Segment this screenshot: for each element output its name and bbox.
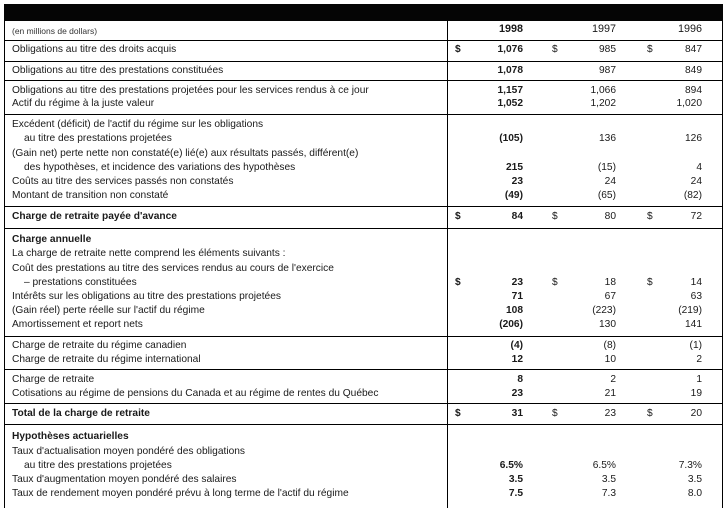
value-1998: 1,052: [497, 98, 523, 109]
row-divider: [4, 369, 723, 370]
value-1997: 3.5: [601, 474, 616, 485]
value-1998: 84: [511, 211, 523, 222]
units-label: (en millions de dollars): [12, 26, 98, 36]
row-label: Taux de rendement moyen pondéré prévu à long terme de l'actif du régime: [12, 488, 349, 499]
row-label: Obligations au titre des prestations projetées pour les services rendus à ce jour: [12, 85, 369, 96]
value-1998: 6.5%: [499, 460, 523, 471]
row-divider: [4, 424, 723, 425]
value-1998: (49): [504, 190, 523, 201]
value-1997: 67: [604, 291, 616, 302]
value-1997: 987: [599, 65, 616, 76]
row-divider: [4, 206, 723, 207]
value-1996: 141: [685, 319, 702, 330]
currency-symbol: $: [647, 277, 653, 288]
row-label: Taux d'augmentation moyen pondéré des salaires: [12, 474, 237, 485]
value-1997: 1,066: [590, 85, 616, 96]
value-1996: 847: [685, 44, 702, 55]
value-1998: 108: [506, 305, 523, 316]
row-label: Amortissement et report nets: [12, 319, 143, 330]
value-1997: 1,202: [590, 98, 616, 109]
row-label: Total de la charge de retraite: [12, 408, 150, 419]
value-1998: 23: [511, 388, 523, 399]
row-label: Intérêts sur les obligations au titre des prestations projetées: [12, 291, 281, 302]
value-1998: (4): [510, 340, 523, 351]
row-divider: [4, 40, 723, 41]
row-label: Excédent (déficit) de l'actif du régime sur les obligations: [12, 119, 264, 130]
value-1998: (206): [499, 319, 523, 330]
value-1996: 8.0: [687, 488, 702, 499]
value-1998: 23: [511, 176, 523, 187]
value-1996: 126: [685, 133, 702, 144]
currency-symbol: $: [455, 211, 461, 222]
table-right-border: [722, 21, 723, 508]
row-divider: [4, 80, 723, 81]
table-header-bar: [4, 4, 723, 21]
row-label: Charge de retraite: [12, 374, 95, 385]
value-1997: 18: [604, 277, 616, 288]
row-label: au titre des prestations projetées: [24, 460, 172, 471]
row-label: Coût des prestations au titre des services rendus au cours de l'exercice: [12, 263, 334, 274]
value-1998: 1,078: [497, 65, 523, 76]
value-1997: 10: [604, 354, 616, 365]
row-label: Obligations au titre des droits acquis: [12, 44, 177, 55]
value-1997: 130: [599, 319, 616, 330]
row-label: (Gain net) perte nette non constaté(e) lié(e) aux résultats passés, différent(e): [12, 148, 359, 159]
row-label: Obligations au titre des prestations constituées: [12, 65, 224, 76]
table-left-border: [4, 21, 5, 508]
value-1996: 849: [685, 65, 702, 76]
value-1996: 7.3%: [678, 460, 702, 471]
currency-symbol: $: [552, 211, 558, 222]
value-1997: 23: [604, 408, 616, 419]
row-divider: [4, 228, 723, 229]
row-label: Montant de transition non constaté: [12, 190, 169, 201]
currency-symbol: $: [455, 408, 461, 419]
row-label: (Gain réel) perte réelle sur l'actif du régime: [12, 305, 205, 316]
row-label: Coûts au titre des services passés non constatés: [12, 176, 234, 187]
value-1998: 71: [511, 291, 523, 302]
row-label: Charge de retraite du régime canadien: [12, 340, 187, 351]
value-1996: 72: [690, 211, 702, 222]
value-1996: 1: [696, 374, 702, 385]
row-label: La charge de retraite nette comprend les éléments suivants :: [12, 248, 286, 259]
value-1997: 80: [604, 211, 616, 222]
currency-symbol: $: [552, 277, 558, 288]
column-divider-1998: [447, 21, 448, 508]
currency-symbol: $: [647, 44, 653, 55]
row-label: Actif du régime à la juste valeur: [12, 98, 155, 109]
year-1998: 1998: [498, 23, 523, 35]
year-1997: 1997: [591, 23, 616, 35]
value-1998: 23: [511, 277, 523, 288]
value-1997: (8): [603, 340, 616, 351]
row-divider: [4, 114, 723, 115]
value-1997: 21: [604, 388, 616, 399]
value-1998: 7.5: [508, 488, 523, 499]
value-1996: (219): [678, 305, 702, 316]
currency-symbol: $: [552, 44, 558, 55]
section-heading: Charge annuelle: [12, 234, 92, 245]
value-1996: (82): [683, 190, 702, 201]
currency-symbol: $: [552, 408, 558, 419]
row-label: – prestations constituées: [24, 277, 137, 288]
value-1996: 894: [685, 85, 702, 96]
value-1998: 1,157: [497, 85, 523, 96]
value-1996: 1,020: [676, 98, 702, 109]
row-label: Taux d'actualisation moyen pondéré des obligations: [12, 446, 246, 457]
currency-symbol: $: [647, 211, 653, 222]
row-label: au titre des prestations projetées: [24, 133, 172, 144]
value-1998: 3.5: [508, 474, 523, 485]
value-1996: 19: [690, 388, 702, 399]
value-1997: 2: [610, 374, 616, 385]
currency-symbol: $: [647, 408, 653, 419]
value-1997: (15): [597, 162, 616, 173]
row-divider: [4, 403, 723, 404]
value-1998: (105): [499, 133, 523, 144]
value-1996: 24: [690, 176, 702, 187]
value-1998: 215: [506, 162, 523, 173]
value-1998: 8: [517, 374, 523, 385]
row-label: Charge de retraite payée d'avance: [12, 211, 177, 222]
value-1998: 12: [511, 354, 523, 365]
value-1996: (1): [689, 340, 702, 351]
value-1996: 14: [690, 277, 702, 288]
value-1996: 2: [696, 354, 702, 365]
value-1997: 6.5%: [592, 460, 616, 471]
row-divider: [4, 61, 723, 62]
value-1996: 20: [690, 408, 702, 419]
section-heading: Hypothèses actuarielles: [12, 431, 129, 442]
currency-symbol: $: [455, 44, 461, 55]
value-1996: 63: [690, 291, 702, 302]
year-1996: 1996: [677, 23, 702, 35]
currency-symbol: $: [455, 277, 461, 288]
value-1998: 1,076: [497, 44, 523, 55]
row-label: Cotisations au régime de pensions du Canada et au régime de rentes du Québec: [12, 388, 379, 399]
value-1996: 3.5: [687, 474, 702, 485]
value-1997: 985: [599, 44, 616, 55]
value-1998: 31: [511, 408, 523, 419]
value-1997: (223): [592, 305, 616, 316]
value-1997: 136: [599, 133, 616, 144]
row-label: Charge de retraite du régime international: [12, 354, 201, 365]
row-label: des hypothèses, et incidence des variations des hypothèses: [24, 162, 296, 173]
value-1997: 24: [604, 176, 616, 187]
value-1997: 7.3: [601, 488, 616, 499]
value-1996: 4: [696, 162, 702, 173]
row-divider: [4, 336, 723, 337]
value-1997: (65): [597, 190, 616, 201]
